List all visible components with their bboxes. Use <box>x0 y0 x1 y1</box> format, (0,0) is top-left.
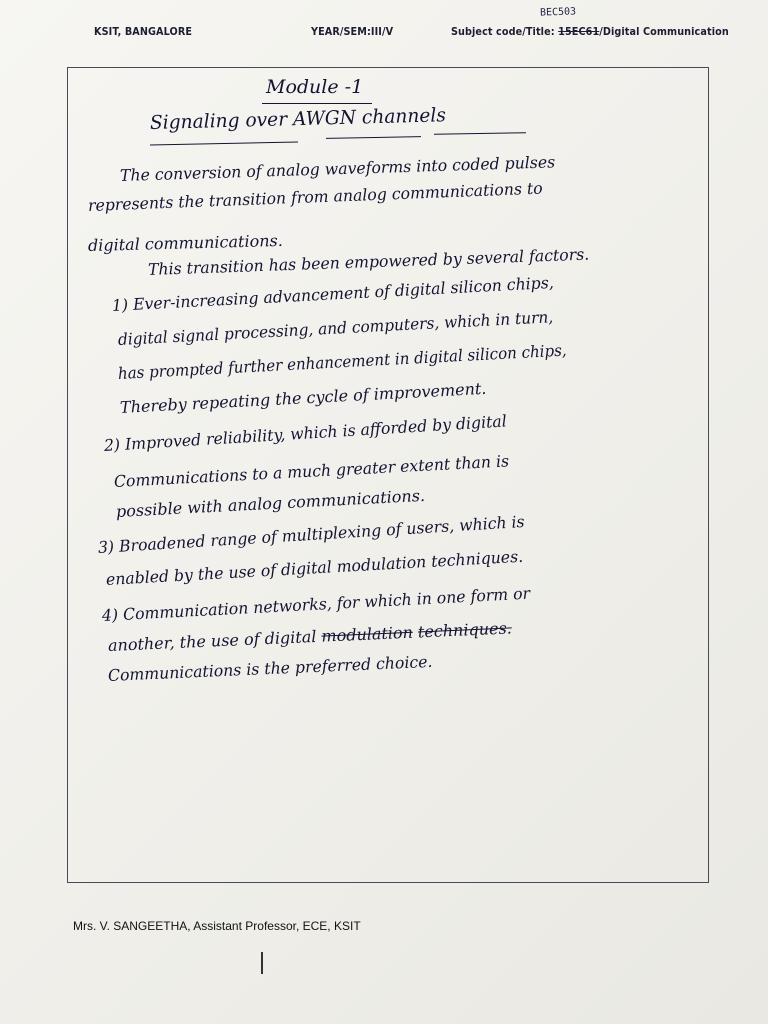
text-line-7: has prompted further enhancement in digital silicon chips, <box>117 340 568 383</box>
subject-prefix: Subject code/Title: <box>451 26 559 38</box>
module-title-underline <box>262 103 372 104</box>
institution-label: KSIT, BANGALORE <box>94 26 193 38</box>
handwritten-subject-code: BEC503 <box>539 6 577 19</box>
subject-old-code: 15EC61 <box>558 26 600 38</box>
text-line-8: Thereby repeating the cycle of improvement. <box>119 378 487 417</box>
text-line-3: digital communications. <box>87 230 284 255</box>
topic-title: Signaling over AWGN channels <box>149 104 447 134</box>
text-line-9: 2) Improved reliability, which is afforded by digital <box>103 411 508 455</box>
page-mark <box>261 952 263 974</box>
text-line-2: represents the transition from analog communications to <box>87 178 543 215</box>
text-line-10: Communications to a much greater extent than is <box>113 451 510 491</box>
text-line-11: possible with analog communications. <box>115 485 426 521</box>
module-title: Module -1 <box>266 76 364 98</box>
struck-word: modulation <box>321 622 414 646</box>
text-line-16: Communications is the preferred choice. <box>107 651 433 685</box>
struck-word-2: techniques. <box>417 618 513 642</box>
text-line-14: 4) Communication networks, for which in one form or <box>101 583 531 625</box>
text-line-13: enabled by the use of digital modulation techniques. <box>105 546 524 589</box>
text-line-15-start: another, the use of digital <box>107 626 317 655</box>
text-line-12: 3) Broadened range of multiplexing of users, which is <box>97 511 526 557</box>
text-line-4: This transition has been empowered by several factors. <box>147 244 590 279</box>
year-sem-label: YEAR/SEM:III/V <box>311 26 394 38</box>
text-line-5: 1) Ever-increasing advancement of digital silicon chips, <box>111 272 555 315</box>
text-line-6: digital signal processing, and computers, which in turn, <box>117 307 554 349</box>
subject-label <box>451 26 729 38</box>
subject-title: /Digital Communication <box>599 26 729 38</box>
text-line-1: The conversion of analog waveforms into coded pulses <box>119 152 556 185</box>
author-footer: Mrs. V. SANGEETHA, Assistant Professor, ECE, KSIT <box>73 919 361 933</box>
